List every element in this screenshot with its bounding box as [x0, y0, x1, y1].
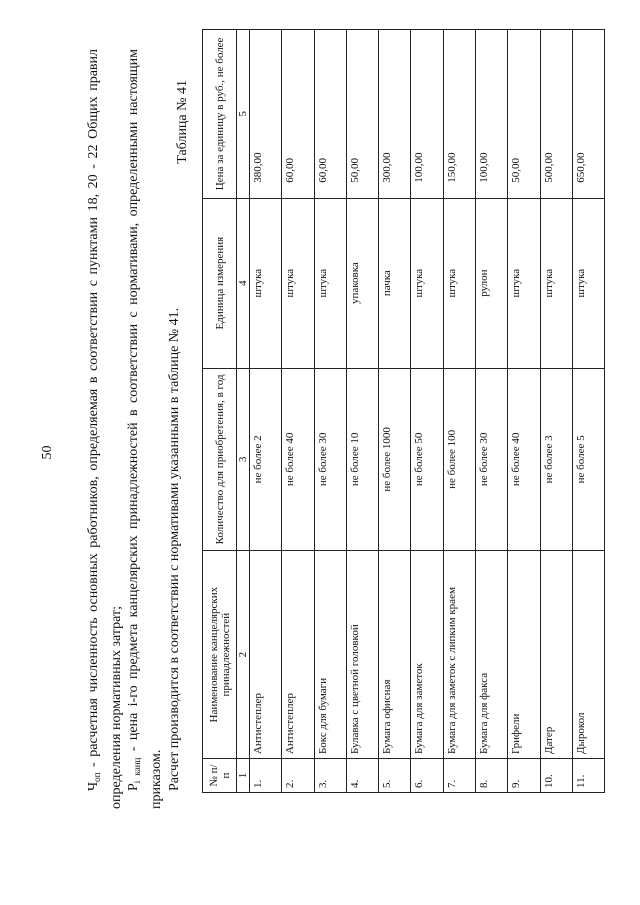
table-caption: Таблица № 41 [175, 80, 190, 164]
cell-price: 60,00 [314, 30, 346, 199]
cell-num: 9. [508, 759, 540, 793]
cell-num: 7. [443, 759, 475, 793]
cell-price: 380,00 [250, 30, 282, 199]
table-row [476, 30, 508, 793]
header-price: Цена за единицу в руб., не более [203, 30, 237, 199]
symbol-p: P [126, 783, 141, 791]
paragraph-1-text: - расчетная численность основных работников, определяемая в соответствии с пунктами 18, 20 - 22 Общих правил определения нормативных затрат; [86, 49, 124, 809]
cell-name: Бумага для факса [476, 551, 508, 759]
column-number: 5 [237, 30, 250, 199]
cell-num: 11. [572, 759, 604, 793]
symbol-p-subscript: канц [132, 757, 142, 781]
cell-price: 50,00 [346, 30, 378, 199]
table-row [314, 30, 346, 793]
cell-qty: не более 2 [250, 368, 282, 551]
cell-num: 4. [346, 759, 378, 793]
cell-price: 60,00 [282, 30, 314, 199]
cell-name: Дырокол [572, 551, 604, 759]
cell-price: 100,00 [411, 30, 443, 199]
table-column-numbers-row [237, 30, 250, 793]
cell-qty: не более 1000 [379, 368, 411, 551]
cell-qty: не более 40 [508, 368, 540, 551]
paragraph-price-definition [124, 49, 167, 809]
cell-unit: штука [508, 198, 540, 368]
cell-name: Антистеплер [282, 551, 314, 759]
paragraph-calculation: Расчет производится в соответствии с нормативами указанными в таблице № 41. [167, 307, 182, 791]
cell-num: 8. [476, 759, 508, 793]
cell-qty: не более 3 [540, 368, 572, 551]
cell-price: 150,00 [443, 30, 475, 199]
header-qty: Количество для приобретения, в год [203, 368, 237, 551]
paragraph-2-text: - цена i-го предмета канцелярских принадлежностей в соответствии с нормативами, определенными настоящим приказом. [126, 49, 164, 809]
cell-name: Бокс для бумаги [314, 551, 346, 759]
column-number: 1 [237, 759, 250, 793]
table-row [411, 30, 443, 793]
cell-name: Антистеплер [250, 551, 282, 759]
cell-unit: пачка [379, 198, 411, 368]
symbol-p-subscript-i: i [132, 780, 142, 784]
cell-num: 6. [411, 759, 443, 793]
table-row [540, 30, 572, 793]
cell-num: 2. [282, 759, 314, 793]
header-num: № п/п [203, 759, 237, 793]
table-row [282, 30, 314, 793]
symbol-ch-subscript: оп [92, 772, 102, 782]
page-number: 50 [40, 445, 55, 460]
cell-price: 500,00 [540, 30, 572, 199]
table-row [443, 30, 475, 793]
cell-price: 50,00 [508, 30, 540, 199]
cell-name: Бумага для заметок с липким краем [443, 551, 475, 759]
cell-name: Датер [540, 551, 572, 759]
cell-name: Бумага для заметок [411, 551, 443, 759]
cell-qty: не более 50 [411, 368, 443, 551]
cell-qty: не более 30 [476, 368, 508, 551]
cell-qty: не более 10 [346, 368, 378, 551]
cell-num: 10. [540, 759, 572, 793]
cell-name: Булавка с цветной головкой [346, 551, 378, 759]
cell-unit: рулон [476, 198, 508, 368]
cell-qty: не более 40 [282, 368, 314, 551]
symbol-ch: Ч [86, 781, 101, 791]
table-row [508, 30, 540, 793]
cell-price: 300,00 [379, 30, 411, 199]
cell-price: 650,00 [572, 30, 604, 199]
norms-table [202, 29, 605, 793]
header-unit: Единица измерения [203, 198, 237, 368]
header-name: Наименование канцелярских принадлежностей [203, 551, 237, 759]
table-row [346, 30, 378, 793]
paragraph-chop-definition [84, 49, 127, 809]
cell-unit: упаковка [346, 198, 378, 368]
cell-unit: штука [282, 198, 314, 368]
cell-price: 100,00 [476, 30, 508, 199]
cell-name: Грифели [508, 551, 540, 759]
cell-name: Бумага офисная [379, 551, 411, 759]
cell-qty: не более 30 [314, 368, 346, 551]
cell-num: 1. [250, 759, 282, 793]
cell-qty: не более 5 [572, 368, 604, 551]
column-number: 4 [237, 198, 250, 368]
table-row [379, 30, 411, 793]
cell-unit: штука [443, 198, 475, 368]
column-number: 2 [237, 551, 250, 759]
table-row [250, 30, 282, 793]
cell-unit: штука [314, 198, 346, 368]
table-row [572, 30, 604, 793]
column-number: 3 [237, 368, 250, 551]
cell-unit: штука [250, 198, 282, 368]
cell-unit: штука [572, 198, 604, 368]
cell-qty: не более 100 [443, 368, 475, 551]
cell-unit: штука [540, 198, 572, 368]
table-header-row [203, 30, 237, 793]
cell-num: 5. [379, 759, 411, 793]
cell-unit: штука [411, 198, 443, 368]
cell-num: 3. [314, 759, 346, 793]
